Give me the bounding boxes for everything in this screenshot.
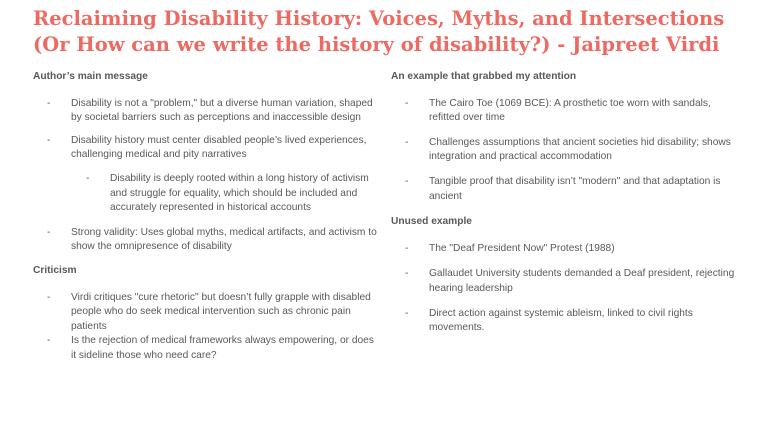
list-item-text: Direct action against systemic ableism, linked to civil rights movements. <box>429 307 693 334</box>
example-heading: An example that grabbed my attention <box>391 71 577 82</box>
list-item-text: Is the rejection of medical frameworks always empowering, or does it sideline those who need care? <box>71 335 374 361</box>
list-item <box>391 175 741 204</box>
list-item-text: The "Deaf President Now" Protest (1988) <box>429 242 615 254</box>
bullet-dash: - <box>47 291 51 303</box>
list-item-nested <box>33 172 378 216</box>
list-item-text: Challenges assumptions that ancient societies hid disability; shows integration and practical accommodation <box>429 136 731 163</box>
bullet-dash: - <box>405 136 409 148</box>
example-list <box>391 97 741 205</box>
unused-list <box>391 242 741 336</box>
list-item <box>391 242 741 257</box>
list-item-text: Virdi critiques "cure rhetoric" but doesn’t fully grapple with disabled people who do seek medical intervention such as chronic pain patients <box>71 291 371 332</box>
right-column <box>391 70 741 336</box>
bullet-dash: - <box>405 97 409 109</box>
bullet-dash: - <box>405 175 409 187</box>
left-column <box>33 70 378 364</box>
list-item <box>391 97 741 126</box>
list-item-text: Disability is not a "problem," but a diverse human variation, shaped by societal barriers such as perceptions and inaccessible design <box>71 97 373 124</box>
list-item-text: Strong validity: Uses global myths, medical artifacts, and activism to show the omnipresence of disability <box>71 226 377 253</box>
criticism-list <box>33 291 378 364</box>
bullet-dash: - <box>47 134 51 146</box>
list-item-text: Gallaudet University students demanded a Deaf president, rejecting hearing leadership <box>429 268 735 294</box>
bullet-dash: - <box>86 172 90 184</box>
list-item <box>33 226 378 255</box>
bullet-dash: - <box>47 97 51 109</box>
list-item <box>391 307 741 336</box>
list-item <box>33 134 378 163</box>
list-item <box>33 97 378 126</box>
list-item <box>391 267 741 296</box>
bullet-dash: - <box>405 268 409 280</box>
list-item-text: Disability is deeply rooted within a long history of activism and struggle for equality, which should be included and accurately represented in historical accounts <box>110 172 369 214</box>
bullet-dash: - <box>405 307 409 319</box>
list-item <box>33 334 378 363</box>
bullet-dash: - <box>405 242 409 254</box>
list-item-text: Tangible proof that disability isn’t "modern" and that adaptation is ancient <box>429 175 721 202</box>
bullet-dash: - <box>47 335 51 347</box>
list-item-text: The Cairo Toe (1069 BCE): A prosthetic toe worn with sandals, refitted over time <box>429 97 711 124</box>
criticism-heading: Criticism <box>33 264 77 276</box>
title-line-1: Reclaiming Disability History: Voices, Myths, and Intersections <box>33 7 725 30</box>
list-item-text: Disability history must center disabled people’s lived experiences, challenging medical and pity narratives <box>71 134 367 161</box>
main-message-heading: Author’s main message <box>33 71 148 82</box>
title-line-2: (Or How can we write the history of disability?) - Jaipreet Virdi <box>33 33 720 56</box>
list-item <box>33 291 378 335</box>
bullet-dash: - <box>47 226 51 238</box>
list-item <box>391 136 741 165</box>
main-message-list <box>33 97 378 255</box>
slide-title <box>33 6 753 58</box>
unused-heading: Unused example <box>391 216 472 228</box>
